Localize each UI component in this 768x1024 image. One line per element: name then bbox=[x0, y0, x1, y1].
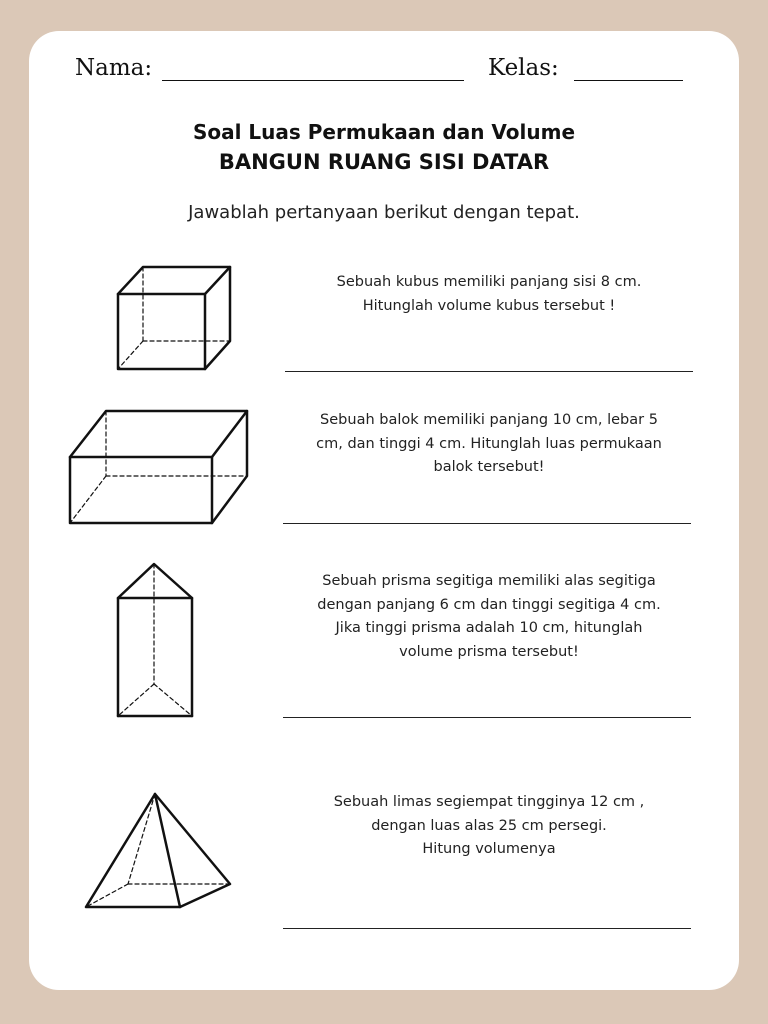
question-4-text: Sebuah limas segiempat tingginya 12 cm , dengan luas alas 25 cm persegi. Hitung volumenya bbox=[333, 794, 645, 857]
name-label: Nama: bbox=[75, 55, 153, 81]
instruction: Jawablah pertanyaan berikut dengan tepat. bbox=[188, 202, 580, 223]
question-1-text: Sebuah kubus memiliki panjang sisi 8 cm. Hitunglah volume kubus tersebut ! bbox=[336, 274, 642, 314]
class-label: Kelas: bbox=[488, 55, 559, 81]
title-line-2: BANGUN RUANG SISI DATAR bbox=[218, 150, 550, 174]
question-2-text: Sebuah balok memiliki panjang 10 cm, lebar 5 cm, dan tinggi 4 cm. Hitunglah luas permukaan balok tersebut! bbox=[316, 412, 662, 475]
answer-line-4[interactable] bbox=[283, 928, 691, 929]
question-3-text: Sebuah prisma segitiga memiliki alas segitiga dengan panjang 6 cm dan tinggi segitiga 4 cm. Jika tinggi prisma adalah 10 cm, hitunglah volume prisma tersebut! bbox=[317, 573, 661, 660]
title-line-1: Soal Luas Permukaan dan Volume bbox=[192, 120, 576, 144]
